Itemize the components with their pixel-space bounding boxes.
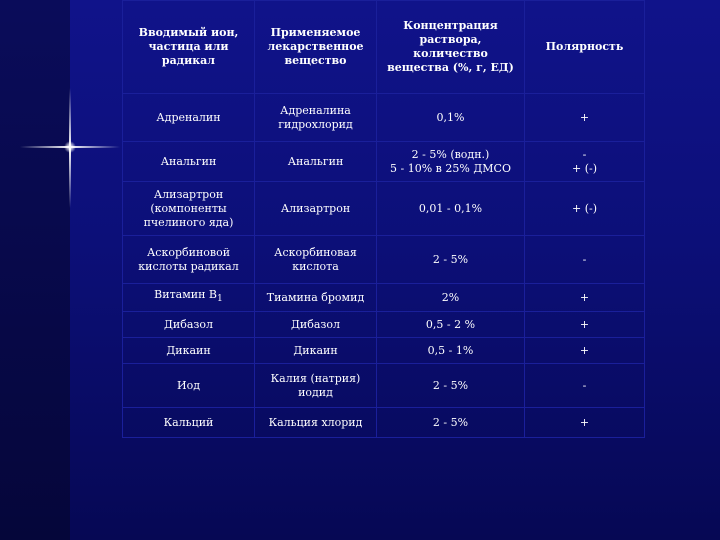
cell-concentration: 2% <box>377 284 525 312</box>
sparkle-star-core <box>64 141 76 153</box>
concentration-line: 5 - 10% в 25% ДМСО <box>390 161 511 175</box>
ionophoresis-table <box>122 0 645 438</box>
ion-subscript: 1 <box>217 293 223 305</box>
cell-substance: Дибазол <box>255 312 377 338</box>
cell-substance: Адреналина гидрохлорид <box>255 94 377 142</box>
cell-concentration: 0,5 - 1% <box>377 338 525 364</box>
cell-concentration: 2 - 5% <box>377 408 525 438</box>
cell-concentration: 2 - 5% <box>377 364 525 408</box>
cell-substance: Тиамина бромид <box>255 284 377 312</box>
table-row <box>123 94 645 142</box>
cell-substance: Ализартрон <box>255 182 377 236</box>
cell-concentration: 0,5 - 2 % <box>377 312 525 338</box>
header-ion: Вводимый ион, частица или радикал <box>123 1 255 94</box>
cell-polarity: + <box>525 94 645 142</box>
cell-ion: Кальций <box>123 408 255 438</box>
cell-substance: Кальция хлорид <box>255 408 377 438</box>
cell-polarity: - <box>525 364 645 408</box>
cell-substance: Калия (натрия) иодид <box>255 364 377 408</box>
cell-polarity: + <box>525 338 645 364</box>
polarity-line: + (-) <box>571 161 597 175</box>
cell-ion: Иод <box>123 364 255 408</box>
table-row <box>123 364 645 408</box>
cell-concentration: 0,1% <box>377 94 525 142</box>
header-polarity: Полярность <box>525 1 645 94</box>
table-row <box>123 142 645 182</box>
table-header-row <box>123 1 645 94</box>
table-row <box>123 338 645 364</box>
cell-ion: Анальгин <box>123 142 255 182</box>
table-row <box>123 312 645 338</box>
ion-text: Витамин В <box>154 288 218 302</box>
cell-substance: Дикаин <box>255 338 377 364</box>
table-row <box>123 182 645 236</box>
cell-ion <box>123 284 255 312</box>
cell-polarity <box>525 142 645 182</box>
left-decor-band <box>0 0 70 540</box>
cell-concentration: 0,01 - 0,1% <box>377 182 525 236</box>
cell-polarity: + <box>525 284 645 312</box>
cell-concentration: 2 - 5% <box>377 236 525 284</box>
table-row <box>123 284 645 312</box>
cell-ion: Ализартрон (компоненты пчелиного яда) <box>123 182 255 236</box>
table-row <box>123 408 645 438</box>
cell-ion: Адреналин <box>123 94 255 142</box>
cell-ion: Дикаин <box>123 338 255 364</box>
cell-polarity: + <box>525 312 645 338</box>
cell-polarity: - <box>525 236 645 284</box>
cell-ion: Дибазол <box>123 312 255 338</box>
cell-substance: Анальгин <box>255 142 377 182</box>
header-concentration: Концентрация раствора, количество вещества (%, г, ЕД) <box>377 1 525 94</box>
cell-polarity: + <box>525 408 645 438</box>
cell-ion: Аскорбиновой кислоты радикал <box>123 236 255 284</box>
cell-substance: Аскорбиновая кислота <box>255 236 377 284</box>
polarity-line: - <box>582 147 587 161</box>
table-row <box>123 236 645 284</box>
concentration-line: 2 - 5% (водн.) <box>411 147 490 161</box>
cell-concentration <box>377 142 525 182</box>
cell-polarity: + (-) <box>525 182 645 236</box>
header-substance: Применяемое лекарственное вещество <box>255 1 377 94</box>
